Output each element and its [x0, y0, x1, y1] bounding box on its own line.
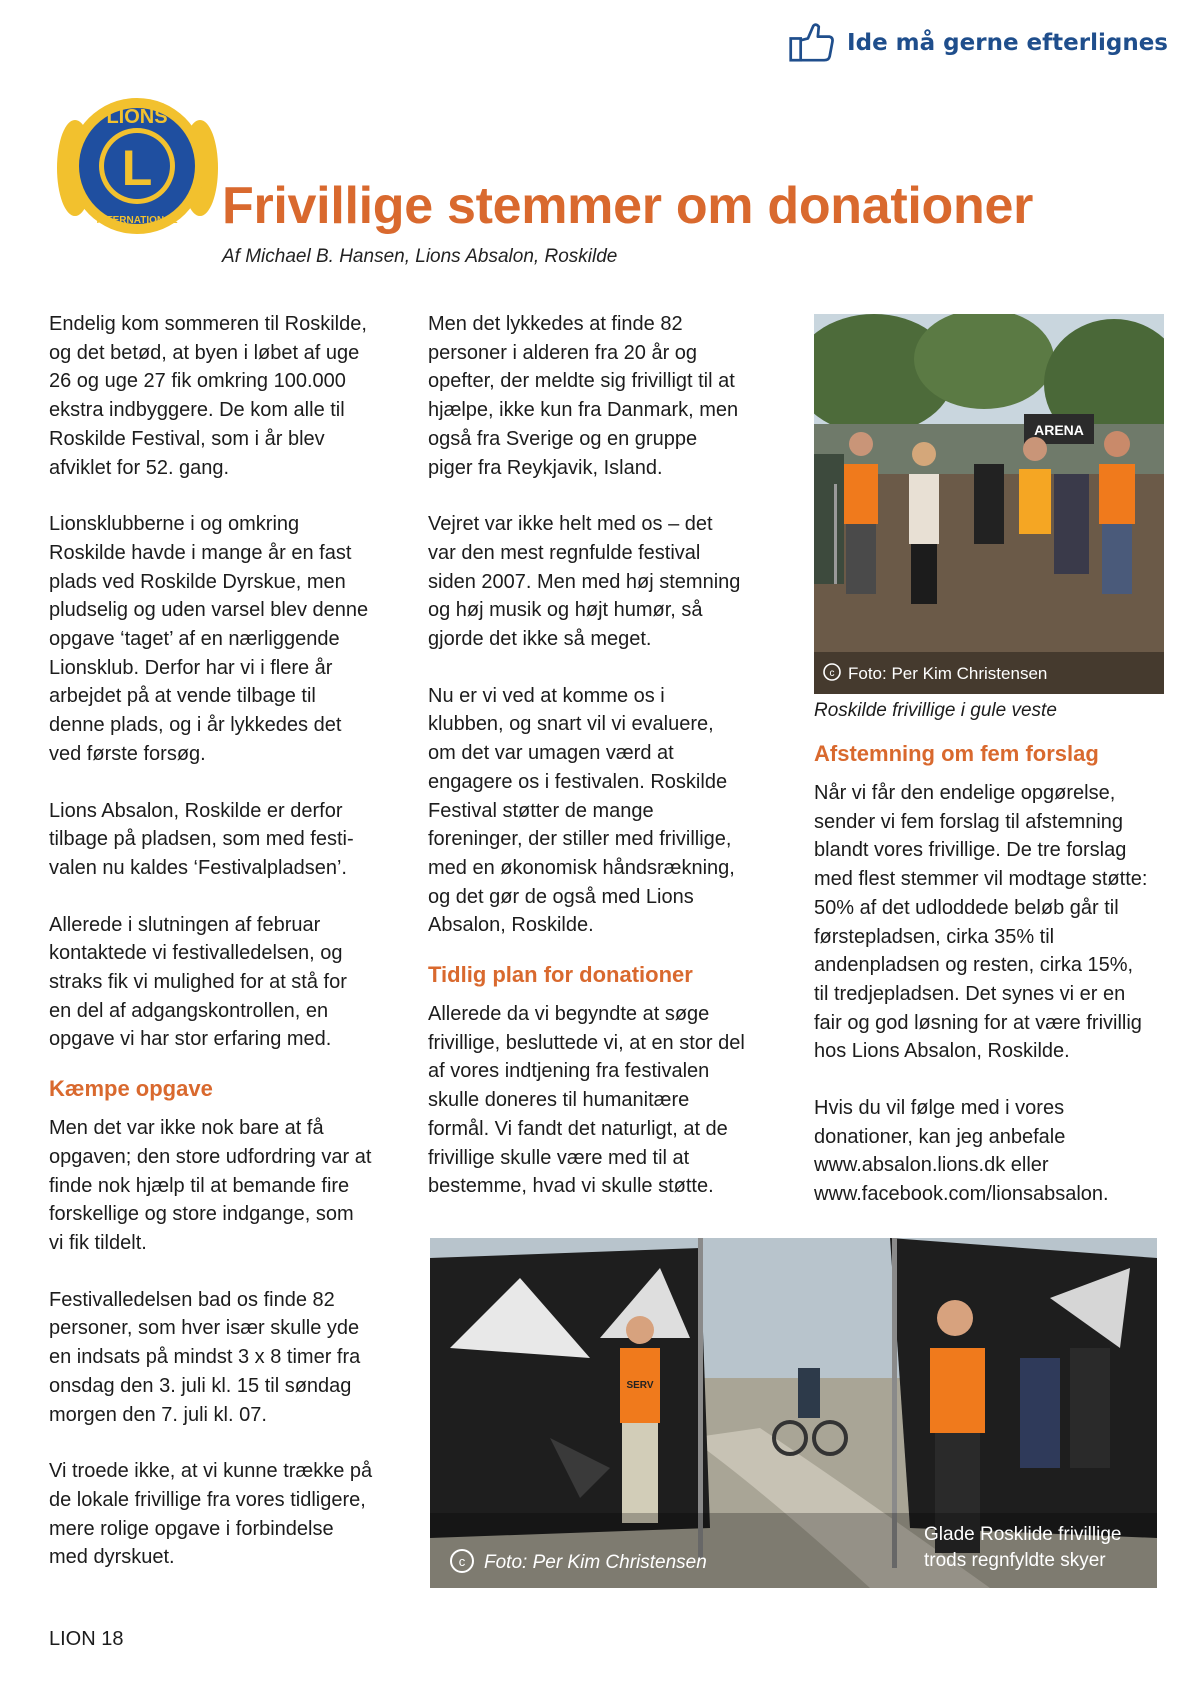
section-heading: Afstemning om fem forslag: [814, 741, 1099, 766]
logo-bottom-text: INTERNATIONAL: [96, 215, 178, 226]
logo-top-text: LIONS: [106, 106, 168, 128]
svg-text:c: c: [458, 1554, 466, 1569]
photo-volunteers-gate: [430, 1238, 1157, 1588]
byline: Af Michael B. Hansen, Lions Absalon, Roskilde: [222, 246, 618, 267]
tagline-text: Ide må gerne efterlignes: [847, 30, 1168, 56]
paragraph: Vi troede ikke, at vi kunne trække på de lokale frivillige fra vores tidligere, mere rolige opgave i forbindelse med dyrskuet.: [49, 1460, 373, 1569]
photo-credit: Foto: Per Kim Christensen: [848, 664, 1048, 683]
logo-letter: L: [121, 140, 153, 196]
paragraph: Allerede i slutningen af februar kontaktede vi festivalledelsen, og straks fik vi mulighed for at stå for en del af adgangskontrollen, en opgave vi har stor erfaring med.: [49, 913, 347, 1051]
lions-logo: [55, 88, 220, 243]
section-heading: Tidlig plan for donationer: [428, 962, 693, 988]
paragraph: Vejret var ikke helt med os – det var den mest regnfulde festival siden 2007. Men med høj stemning og høj musik og højt humør, så gjorde det ikke så meget.: [428, 513, 741, 651]
vest-text: SERV: [626, 1380, 654, 1391]
page-footer: LION 18: [49, 1628, 124, 1650]
thumbs-up-icon: [788, 20, 835, 66]
column-2: [428, 310, 788, 1229]
arena-sign-text: ARENA: [1034, 422, 1084, 438]
paragraph: Endelig kom sommeren til Roskilde, og det betød, at byen i løbet af uge 26 og uge 27 fik omkring 100.000 ekstra indbyggere. De kom alle til Roskilde Festival, som i år blev afviklet for 52. gang.: [49, 313, 367, 479]
paragraph: Festivalledelsen bad os finde 82 personer, som hver især skulle yde en indsats på mindst 3 x 8 timer fra onsdag den 3. juli kl. 15 til søndag morgen den 7. juli kl. 07.: [49, 1288, 361, 1426]
article-title: Frivillige stemmer om donationer: [222, 177, 1034, 235]
paragraph: Når vi får den endelige opgørelse, sender vi fem forslag til afstemning blandt vores frivillige. De tre forslag med flest stemmer vil modtage støtte: 50% af det udloddede beløb går til førstepladsen, cirka 35% til andenpladsen og resten, cirka 15%, til tredjepladsen. Det synes vi er en fair og god løsning for at være frivillig hos Lions Absalon, Roskilde.: [814, 782, 1148, 1063]
svg-text:c: c: [829, 668, 835, 679]
paragraph: Lionsklubberne i og omkring Roskilde havde i mange år en fast plads ved Roskilde Dyrskue, men pludselig og uden varsel blev denne opgave ‘taget’ af en nærliggende Lionsklub. Derfor har vi i flere år arbejdet på at vende tilbage til denne plads, og i år lykkedes det ved første forsøg.: [49, 513, 369, 765]
paragraph: Hvis du vil følge med i vores donationer, kan jeg anbefale www.absalon.lions.dk eller www.facebook.com/lionsabsalon.: [814, 1097, 1109, 1206]
photo-credit: Foto: Per Kim Christensen: [484, 1552, 707, 1573]
header-tagline: [788, 18, 1168, 68]
photo-volunteers-vests: [814, 314, 1164, 694]
column-1: [49, 310, 404, 1600]
paragraph: Men det var ikke nok bare at få opgaven; den store udfordring var at finde nok hjælp til at bemande fire forskellige og store indgange, som vi fik tildelt.: [49, 1117, 372, 1254]
photo-caption: Roskilde frivillige i gule veste: [814, 700, 1057, 721]
section-heading: Kæmpe opgave: [49, 1076, 213, 1102]
paragraph: Nu er vi ved at komme os i klubben, og snart vil vi evaluere, om det var umagen værd at engagere os i festivalen. Roskilde Festival støtter de mange foreninger, der stiller med frivillige, med en økonomisk håndsrækning, og det gør de også med Lions Absalon, Roskilde.: [428, 684, 735, 937]
paragraph: Lions Absalon, Roskilde er derfor tilbage på pladsen, som med festi- valen nu kaldes ‘Festivalpladsen’.: [49, 799, 354, 879]
paragraph: Men det lykkedes at finde 82 personer i alderen fra 20 år og opefter, der meldte sig frivilligt til at hjælpe, ikke kun fra Danmark, men også fra Sverige og en gruppe piger fra Reykjavik, Island.: [428, 313, 739, 479]
photo-caption-line-1: Glade Rosklide frivillige: [924, 1524, 1122, 1545]
paragraph: Allerede da vi begyndte at søge frivillige, besluttede vi, at en stor del af vores indtjening fra festivalen skulle doneres til humanitære formål. Vi fandt det naturligt, at de frivillige skulle være med til at bestemme, hvad vi skulle støtte.: [428, 1003, 745, 1198]
column-3: [814, 697, 1174, 1237]
photo-caption-line-2: trods regnfyldte skyer: [924, 1550, 1106, 1571]
